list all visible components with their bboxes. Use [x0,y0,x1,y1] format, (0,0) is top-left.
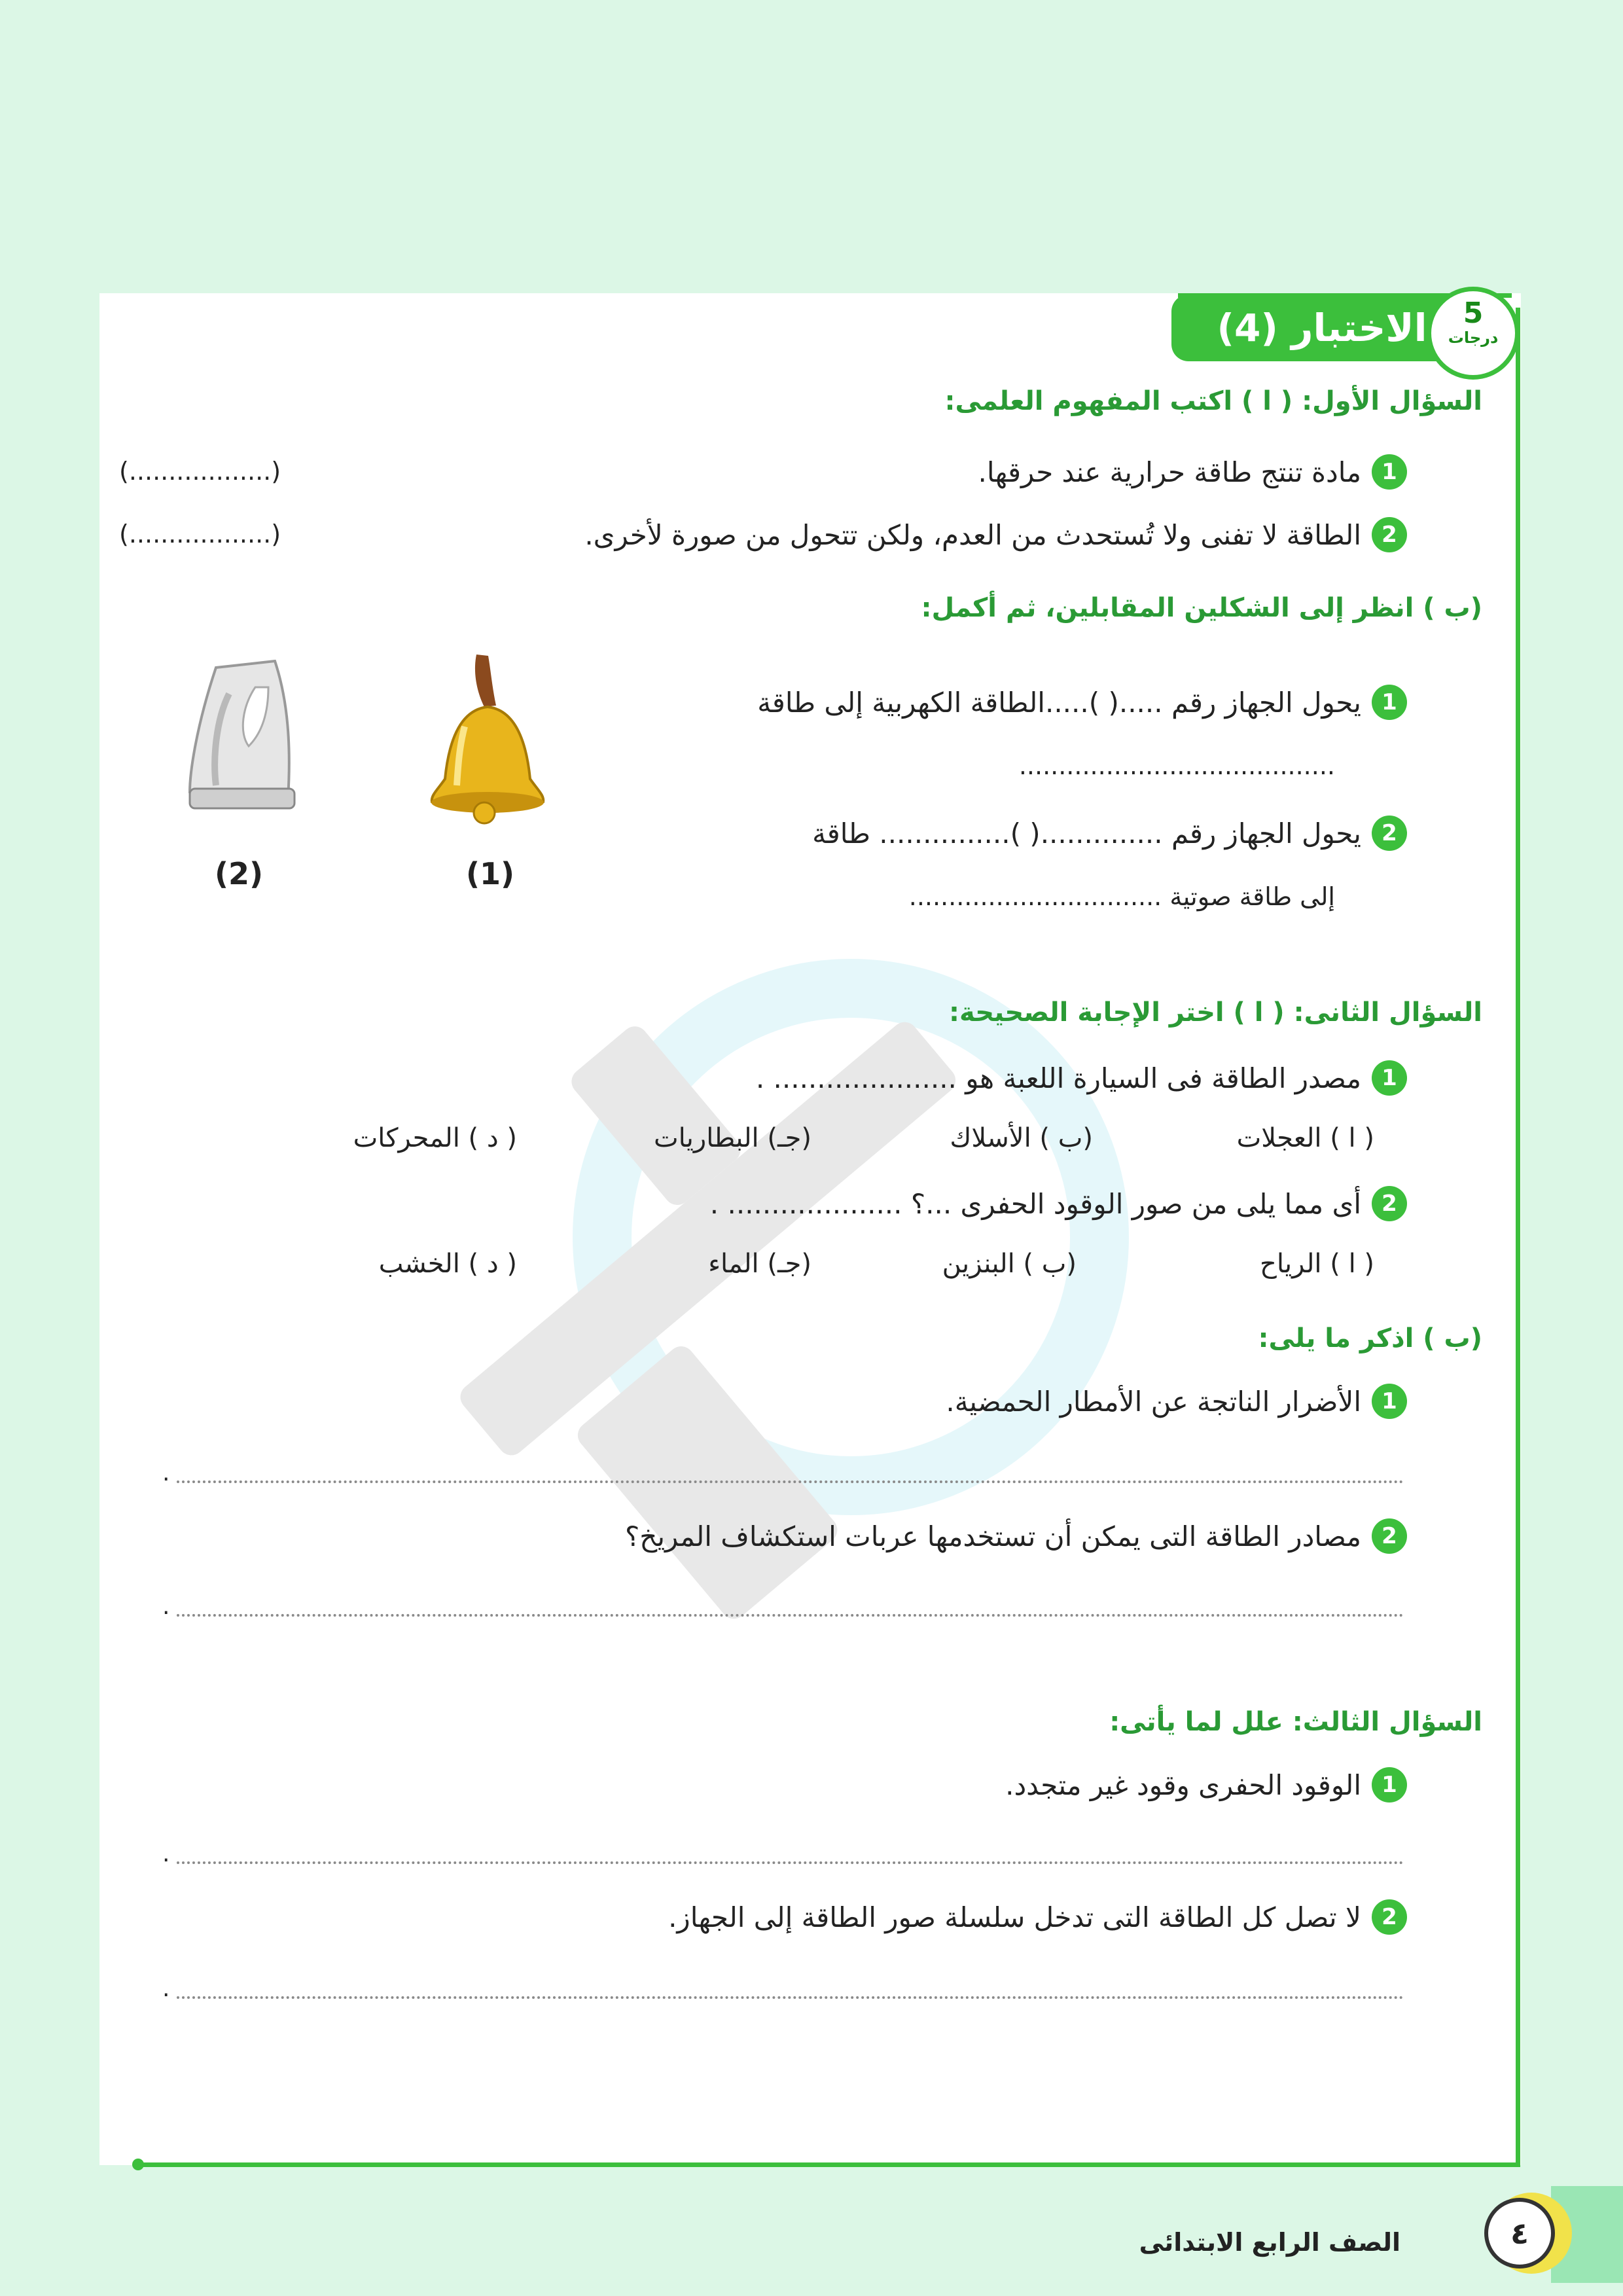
q2b-item-1 [946,1384,1407,1419]
answer-line-end: . [162,1593,170,1620]
figure-label-1: (1) [466,856,515,891]
q2b-item-2 [625,1518,1407,1554]
number-badge: 1 [1372,1767,1407,1803]
number-badge: 2 [1372,1518,1407,1554]
question-text[interactable]: مصدر الطاقة فى السيارة اللعبة هو ..................... . [755,1062,1361,1094]
answer-line[interactable] [177,1861,1404,1864]
page-number: ٤ [1484,2198,1555,2269]
q2-item-2 [710,1186,1407,1221]
question-text: مادة تنتج طاقة حرارية عند حرقها. [978,456,1361,488]
option-a[interactable]: ( ا ) العجلات [1236,1123,1374,1153]
q3-heading: السؤال الثالث: علل لما يأتى: [1109,1707,1482,1737]
answer-line-end: . [162,1975,170,2002]
number-badge: 2 [1372,816,1407,851]
answer-line[interactable] [177,1614,1404,1617]
question-text[interactable]: أى مما يلى من صور الوقود الحفرى ...؟ .................... . [709,1187,1361,1220]
iron-icon [177,648,308,818]
question-text: الوقود الحفرى وقود غير متجدد. [1005,1768,1361,1801]
score-unit: درجات [1448,329,1499,347]
q3-item-1 [1005,1767,1407,1803]
option-b[interactable]: (ب ) الأسلاك [950,1123,1093,1153]
grade-label: الصف الرابع الابتدائى [1139,2228,1400,2257]
answer-line-end: . [162,1840,170,1867]
number-badge: 2 [1372,1186,1407,1221]
frame-bottom-line [137,2162,1520,2167]
answer-line[interactable] [177,1480,1404,1483]
question-text: مصادر الطاقة التى يمكن أن تستخدمها عربات استكشاف المريخ؟ [624,1520,1361,1552]
answer-blank[interactable]: ........................................ [1018,751,1335,780]
score-badge [1427,287,1520,380]
frame-right-line [1516,308,1520,2166]
option-d[interactable]: ( د ) الخشب [378,1249,517,1279]
score-value: 5 [1463,296,1484,330]
answer-line-end: . [162,1460,170,1486]
question-text: الأضرار الناتجة عن الأمطار الحمضية. [946,1385,1361,1418]
q1-heading: السؤال الأول: ( ا ) اكتب المفهوم العلمى: [944,386,1482,416]
option-c[interactable]: (جـ) الماء [708,1249,812,1279]
frame-dot [132,2159,144,2170]
number-badge: 1 [1372,454,1407,490]
answer-blank[interactable]: (..................) [119,457,281,486]
question-text: لا تصل كل الطاقة التى تدخل سلسلة صور الطاقة إلى الجهاز. [668,1901,1361,1933]
q2-item-1 [756,1060,1407,1096]
number-badge: 1 [1372,685,1407,720]
option-c[interactable]: (جـ) البطاريات [653,1123,812,1153]
question-text[interactable]: يحول الجهاز رقم ..............( )............... طاقة [812,817,1361,850]
number-badge: 2 [1372,517,1407,552]
question-text[interactable]: يحول الجهاز رقم .....( ).....الطاقة الكهربية إلى طاقة [757,686,1361,719]
q2b-heading: (ب ) اذكر ما يلى: [1258,1323,1482,1354]
option-d[interactable]: ( د ) المحركات [353,1123,517,1153]
answer-blank[interactable]: إلى طاقة صوتية ................................ [908,882,1335,911]
option-b[interactable]: (ب ) البنزين [942,1249,1077,1279]
bell-icon [419,648,556,825]
figure-label-2: (2) [215,856,264,891]
number-badge: 1 [1372,1060,1407,1096]
q1-item-2 [584,517,1407,552]
test-title-text: الاختبار (4) [1217,306,1427,350]
answer-line[interactable] [177,1996,1404,1999]
q1b-item-2 [812,816,1407,851]
question-text: الطاقة لا تفنى ولا تُستحدث من العدم، ولكن تتحول من صورة لأخرى. [584,518,1361,551]
number-badge: 2 [1372,1899,1407,1935]
q1-item-1 [978,454,1407,490]
option-a[interactable]: ( ا ) الرياح [1260,1249,1374,1279]
q3-item-2 [668,1899,1407,1935]
q2-heading: السؤال الثانى: ( ا ) اختر الإجابة الصحيحة: [949,997,1482,1028]
q1b-heading: (ب ) انظر إلى الشكلين المقابلين، ثم أكمل: [921,593,1482,623]
answer-blank[interactable]: (..................) [119,520,281,548]
number-badge: 1 [1372,1384,1407,1419]
q1b-item-1 [757,685,1407,720]
